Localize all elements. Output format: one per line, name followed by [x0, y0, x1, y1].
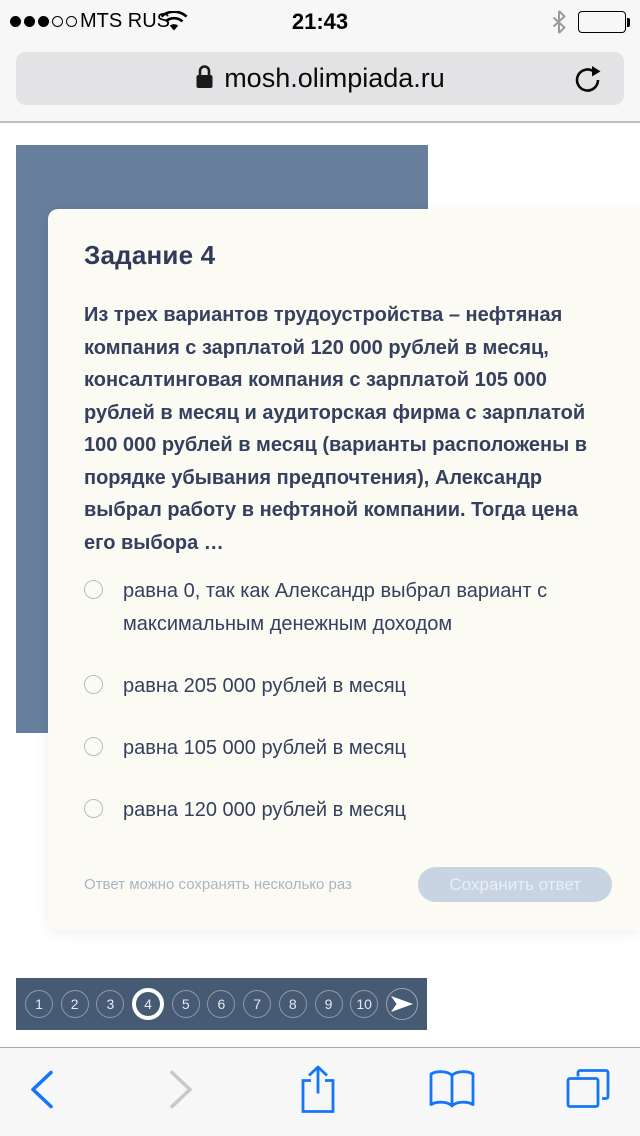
save-hint: Ответ можно сохранять несколько раз	[84, 876, 352, 893]
tabs-icon[interactable]	[565, 1069, 611, 1116]
clock: 21:43	[291, 9, 349, 34]
battery-icon	[578, 11, 630, 33]
back-icon[interactable]	[29, 1070, 55, 1115]
card-footer	[84, 867, 612, 902]
pager-item-1[interactable]: 1	[25, 990, 53, 1018]
radio-button[interactable]	[84, 737, 103, 756]
pager-item-10[interactable]: 10	[350, 990, 378, 1018]
option-label: равна 205 000 рублей в месяц	[123, 675, 406, 697]
bluetooth-icon	[551, 10, 567, 39]
option-label: равна 0, так как Александр выбрал вариант с максимальным денежным доходом	[123, 580, 548, 635]
pager-item-2[interactable]: 2	[61, 990, 89, 1018]
answer-option-2[interactable]	[84, 670, 612, 703]
option-label: равна 105 000 рублей в месяц	[123, 737, 406, 759]
answer-options	[84, 575, 612, 856]
option-label: равна 120 000 рублей в месяц	[123, 799, 406, 821]
pager-item-4[interactable]: 4	[132, 988, 164, 1020]
task-title: Задание 4	[84, 240, 216, 270]
browser-top-chrome	[0, 0, 640, 123]
pager-item-8[interactable]: 8	[279, 990, 307, 1018]
pager-item-3[interactable]: 3	[96, 990, 124, 1018]
forward-icon	[168, 1070, 194, 1115]
task-card	[48, 209, 640, 930]
answer-option-4[interactable]	[84, 794, 612, 827]
safari-toolbar	[0, 1047, 640, 1136]
question-text: Из трех вариантов трудоустройства – нефтяная компания с зарплатой 120 000 рублей в месяц, консалтинговая компания с зарплатой 105 000 рублей в месяц и аудиторская фирма с зарплатой 100 000 рублей в месяц (варианты расположены в порядке убывания предпочтения), Александр выбрал работу в нефтяной компании. Тогда цена его выбора …	[84, 304, 588, 554]
question-pager	[16, 978, 427, 1030]
address-bar[interactable]	[16, 52, 624, 105]
send-arrow-icon[interactable]	[386, 988, 418, 1020]
url-text: mosh.olimpiada.ru	[224, 63, 445, 93]
bookmarks-icon[interactable]	[427, 1069, 477, 1116]
carrier-label: MTS RUS	[80, 10, 170, 32]
pager-item-6[interactable]: 6	[207, 990, 235, 1018]
answer-option-1[interactable]	[84, 575, 612, 641]
pager-item-9[interactable]: 9	[315, 990, 343, 1018]
pager-item-7[interactable]: 7	[243, 990, 271, 1018]
lock-icon	[195, 64, 214, 94]
save-answer-button[interactable]: Сохранить ответ	[418, 867, 612, 902]
answer-option-3[interactable]	[84, 732, 612, 765]
radio-button[interactable]	[84, 580, 103, 599]
pager-item-5[interactable]: 5	[172, 990, 200, 1018]
reload-icon[interactable]	[574, 65, 602, 100]
radio-button[interactable]	[84, 799, 103, 818]
share-icon[interactable]	[299, 1065, 337, 1120]
status-bar	[0, 0, 640, 45]
radio-button[interactable]	[84, 675, 103, 694]
